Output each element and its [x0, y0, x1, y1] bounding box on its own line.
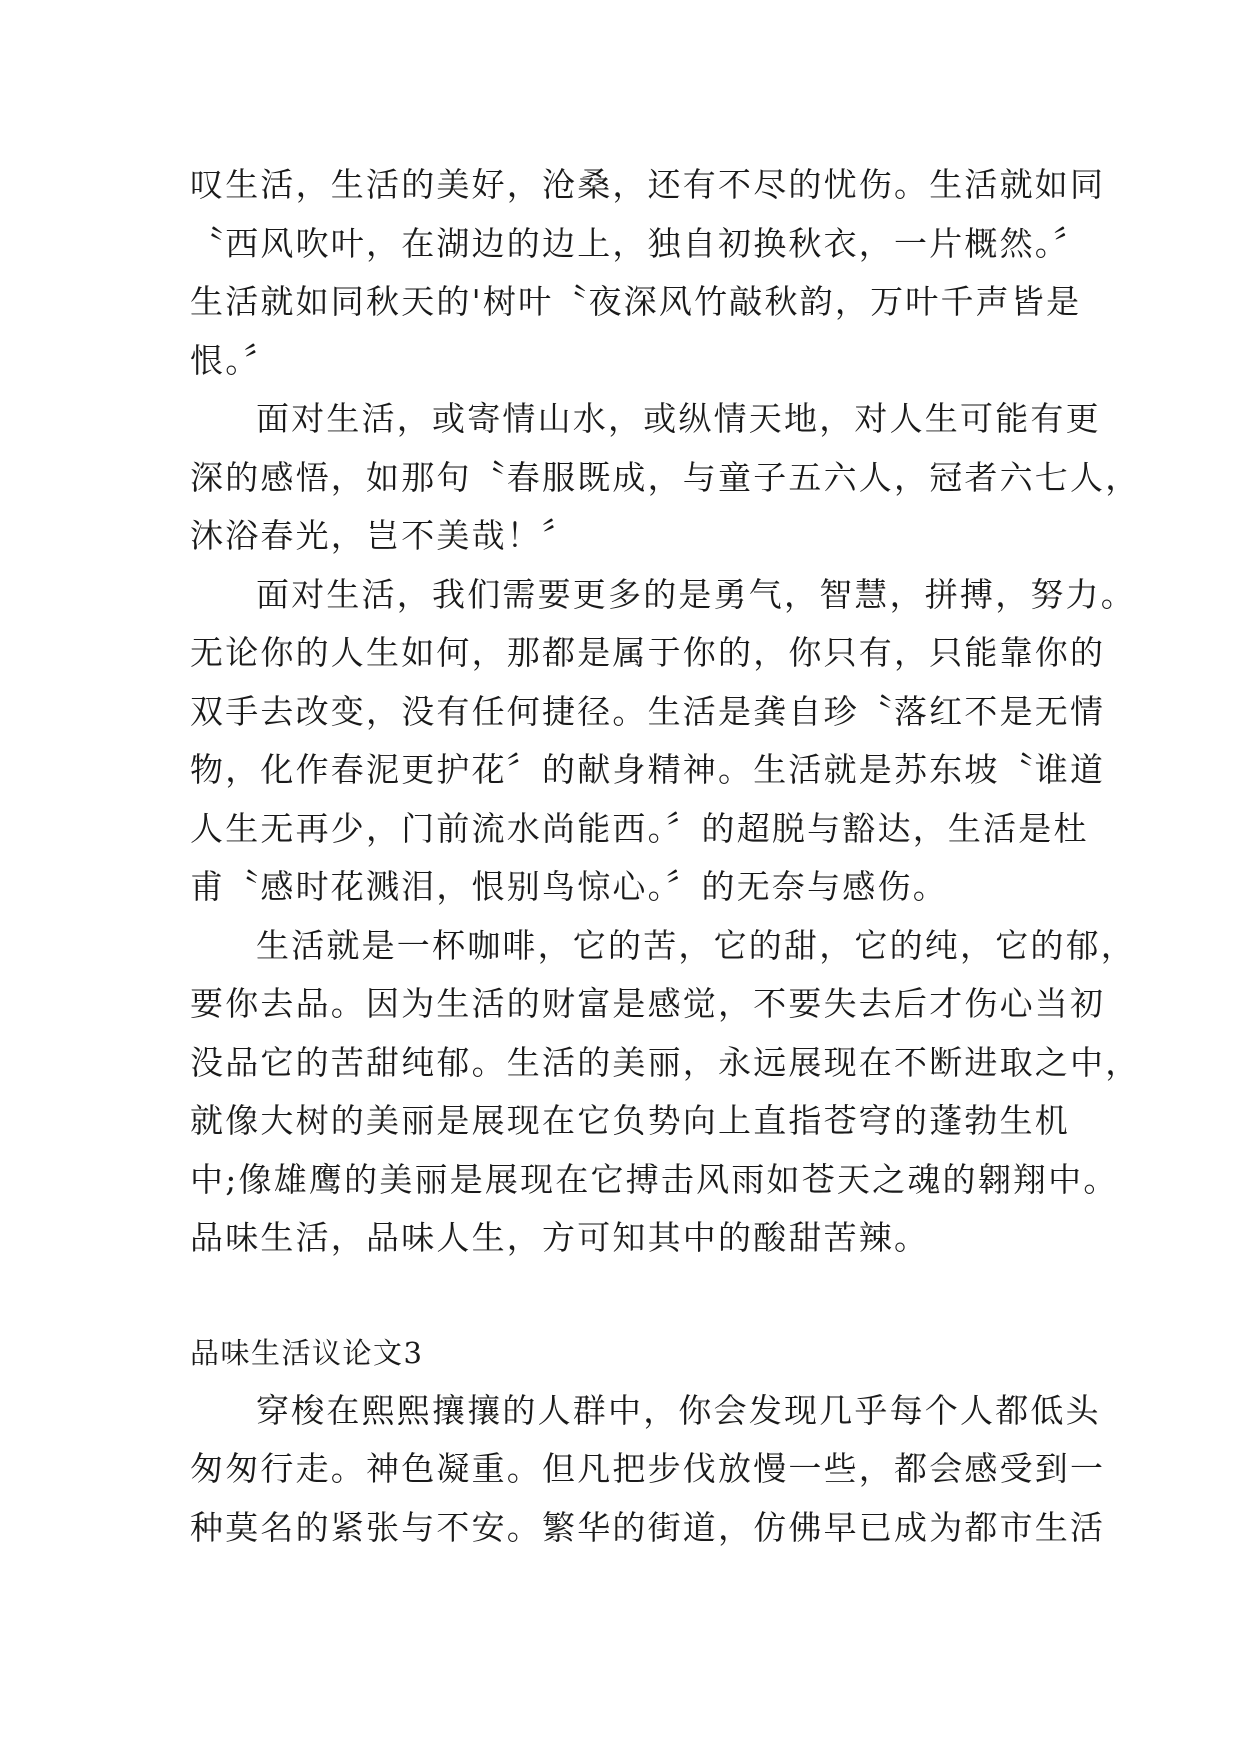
text-line: 叹生活，生活的美好，沧桑，还有不尽的忧伤。生活就如同	[190, 165, 1106, 204]
text-line: 物，化作春泥更护花〞的献身精神。生活就是苏东坡〝谁道	[190, 750, 1106, 789]
text-line: 双手去改变，没有任何捷径。生活是龚自珍〝落红不是无情	[190, 691, 1106, 731]
text-line: 人生无再少，门前流水尚能西。〞的超脱与豁达，生活是杜	[190, 808, 1089, 848]
document-page	[190, 156, 1141, 1557]
text-line: 〝西风吹叶，在湖边的边上，独自初换秋衣，一片概然。〞	[190, 223, 1089, 263]
text-line: 中;像雄鹰的美丽是展现在它搏击风雨如苍天之魂的翱翔中。	[190, 1159, 1119, 1199]
section-paragraph-1	[190, 1382, 1106, 1558]
paragraph-4	[190, 917, 1141, 1268]
section-heading: 品味生活议论文3	[190, 1335, 424, 1370]
text-line: 品味生活，品味人生，方可知其中的酸甜苦辣。	[190, 1218, 930, 1257]
text-line: 无论你的人生如何，那都是属于你的，你只有，只能靠你的	[190, 633, 1106, 672]
paragraph-3	[190, 566, 1136, 917]
text-line: 面对生活，或寄情山水，或纵情天地，对人生可能有更	[256, 399, 1101, 438]
text-line: 生活就是一杯咖啡，它的苦，它的甜，它的纯，它的郁，	[256, 925, 1136, 965]
text-line: 生活就如同秋天的'树叶〝夜深风竹敲秋韵，万叶千声皆是	[190, 282, 1082, 321]
text-line: 匆匆行走。神色凝重。但凡把步伐放慢一些，都会感受到一	[190, 1449, 1106, 1488]
text-line: 种莫名的紧张与不安。繁华的街道，仿佛早已成为都市生活	[190, 1507, 1106, 1547]
paragraph-1	[190, 156, 1106, 390]
text-line: 沐浴春光，岂不美哉！〞	[190, 516, 578, 555]
paragraph-2	[190, 390, 1141, 566]
text-line: 没品它的苦甜纯郁。生活的美丽，永远展现在不断进取之中，	[190, 1042, 1141, 1082]
text-line: 深的感悟，如那句〝春服既成，与童子五六人，冠者六七人，	[190, 457, 1141, 497]
text-line: 面对生活，我们需要更多的是勇气，智慧，拼搏，努力。	[256, 574, 1136, 614]
text-line: 穿梭在熙熙攘攘的人群中，你会发现几乎每个人都低头	[256, 1390, 1101, 1430]
text-line: 甫〝感时花溅泪，恨别鸟惊心。〞的无奈与感伤。	[190, 867, 948, 906]
text-line: 就像大树的美丽是展现在它负势向上直指苍穹的蓬勃生机	[190, 1101, 1070, 1140]
text-line: 要你去品。因为生活的财富是感觉，不要失去后才伤心当初	[190, 984, 1106, 1023]
text-line: 恨。〞	[190, 340, 280, 380]
